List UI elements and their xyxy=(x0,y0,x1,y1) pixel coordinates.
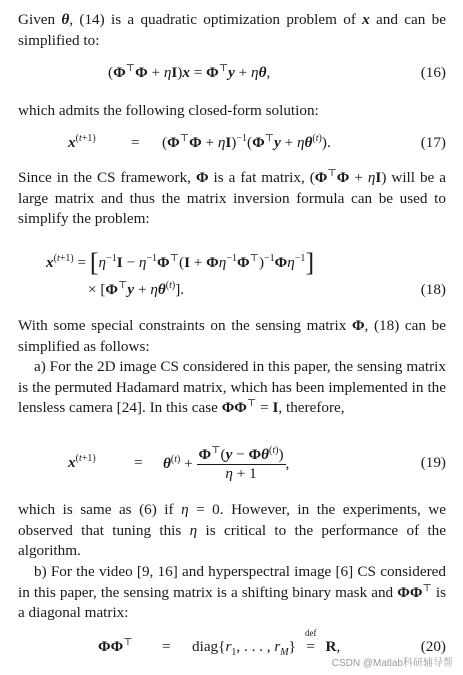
equation-17-number: (17) xyxy=(420,134,446,151)
equation-17-rel: = xyxy=(131,134,140,151)
paragraph-intro xyxy=(18,10,446,51)
equation-19-numerator: $\Phi^⊤(y - \Phi\theta^{(t)})$ xyxy=(198,444,284,463)
paragraph-fat-matrix xyxy=(18,168,446,230)
paragraph-tuning xyxy=(18,500,446,562)
paragraph-intro-text: Given θ, (14) is a quadratic optimization problem of x and can be simplified to: xyxy=(18,11,446,49)
equation-20-rel: = xyxy=(162,638,171,655)
equation-17 xyxy=(18,134,446,158)
equation-19-number: (19) xyxy=(420,454,446,471)
equation-20-number: (20) xyxy=(420,638,446,655)
equation-19-denominator: η + 1 xyxy=(225,465,257,482)
paragraph-video-hyperspectral xyxy=(18,562,446,624)
equation-19-rel: = xyxy=(134,454,143,471)
equation-19-lhs: $x^{(t+1)}$ xyxy=(68,452,96,471)
equation-19-fraction xyxy=(197,446,286,483)
equation-16-number: (16) xyxy=(420,64,446,81)
equation-18-line2 xyxy=(18,281,446,305)
paragraph-constraints xyxy=(18,316,446,357)
paragraph-closed-form-text: which admits the following closed-form solution: xyxy=(18,102,319,119)
equation-18-number: (18) xyxy=(420,281,446,298)
equation-19 xyxy=(18,442,446,490)
equation-16 xyxy=(18,64,446,88)
equation-18-line1-body: $x^{(t+1)} = [\eta^{-1}I - \eta^{-1}\Phi^⊤(I + \Phi\eta^{-1}\Phi^⊤)^{-1}\Phi\eta^{-1}]$ xyxy=(46,248,315,277)
csdn-watermark: CSDN @Matlab科研辅导帮 xyxy=(331,658,453,669)
equation-18-line2-body: × $[\Phi^⊤y + \eta\theta^{(t)}]$. xyxy=(88,279,185,298)
equation-16-body: (Φ⊤Φ + ηI)x = Φ⊤y + ηθ, xyxy=(108,62,271,81)
equation-20-def-equals xyxy=(300,628,322,656)
paragraph-fat-matrix-text: Since in the CS framework, Φ is a fat matrix, (Φ⊤Φ + ηI) will be a large matrix and thus the matrix inversion formula can be used to simplify the problem: xyxy=(18,167,447,227)
equation-20-lhs: ΦΦ⊤ xyxy=(98,636,133,655)
equation-20-rhs: $diag\{r_1$, . . . , $r_M$} def = R, xyxy=(192,628,341,659)
paragraph-video-hyperspectral-text: b) For the video [9, 16] and hyperspectral image [6] CS considered in this paper, the sensing matrix is a shifting binary mask and ΦΦ⊤ is a diagonal matrix: xyxy=(18,563,447,621)
equation-19-rhs: $\theta^{(t)}$ + $\frac{\Phi^⊤(y - \Phi\theta^{(t)})}{\eta + 1}$ , xyxy=(163,444,290,482)
equation-17-lhs: $x^{(t+1)}$ xyxy=(68,132,96,151)
paragraph-constraints-text: With some special constraints on the sensing matrix Φ, (18) can be simplified as follows: xyxy=(18,317,446,355)
paragraph-2d-image-text: a) For the 2D image CS considered in this paper, the sensing matrix is the permuted Hadamard matrix, which has been implemented in the lensless camera [24]. In this case ΦΦ⊤ = I, therefore, xyxy=(18,358,446,416)
paragraph-2d-image xyxy=(18,357,446,419)
equation-18-line1 xyxy=(18,244,446,278)
equation-20-def-label: def xyxy=(304,628,317,638)
equation-20-def-sign: = xyxy=(306,638,315,655)
paragraph-tuning-text: which is same as (6) if η = 0. However, in the experiments, we observed that tuning this η is critical to the performance of the algorithm. xyxy=(18,501,447,559)
paragraph-closed-form xyxy=(18,101,446,122)
equation-17-rhs: $(\Phi^⊤\Phi + \eta I)^{-1}(\Phi^⊤y + \eta\theta^{(t)})$. xyxy=(162,132,331,151)
